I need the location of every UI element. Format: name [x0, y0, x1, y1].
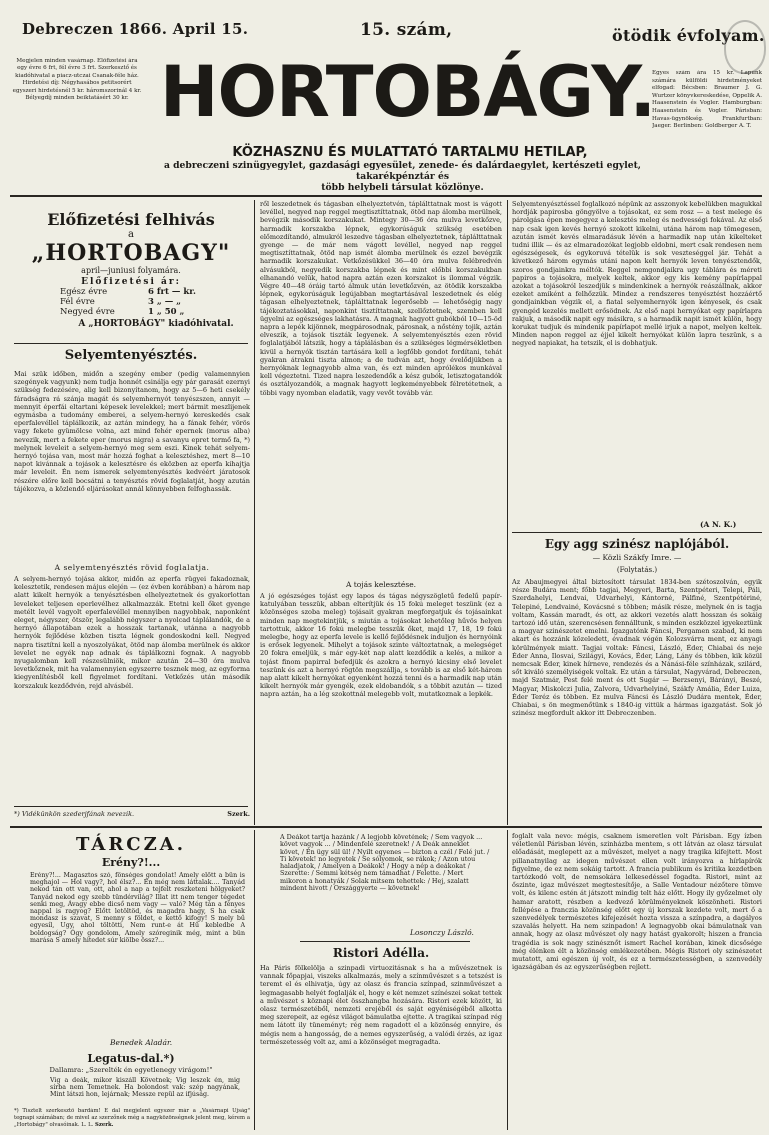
- right-info-box: Egyes szám ára 15 kr. Lapunk számára külföldi hirdetményeket elfogad: Bécsben: Braumer J. G. Wurtzer könyvkereskedése, Oppelik A. Haasenstein és Vogler. Hamburgban: Haasenstein és Vogler. Párisban: Havas-ügynökség. Frankfurtban: Jaeger. Berlinben: Goldberger A. T.: [652, 70, 762, 130]
- volume-label: ötödik évfolyam.: [612, 26, 765, 45]
- column-rule: [254, 200, 255, 825]
- subscription-signature: A „HORTOBÁGY" kiadóhivatal.: [78, 319, 234, 329]
- article-title-ristori: Ristori Adélla.: [332, 946, 430, 960]
- left-info-box: Megjelen minden vasárnap. Előfizetési ára egy évre 6 frt, fél évre 3 frt. Szerkesztő és kiadóhivatal a piacz-utczai Csanak-féle ház. Hirdetési díj: Négyhasábos petitsorért egyszeri hirdetésnél 5 kr. háromszorinál 4 kr. Bélyegdíj minden beiktatásért 30 kr.: [12, 58, 142, 102]
- poem2-title: Legatus-dal.*): [87, 1052, 175, 1065]
- tarcza-title: TÁRCZA.: [75, 834, 187, 855]
- article-cont-agg: (Folytatás.): [616, 566, 658, 574]
- masthead-subline: [150, 160, 655, 193]
- tarcza-footnote: *) Tisztelt szerkesztő bardám! E dal megjelent egyszer már a „Vasárnapi Ujság" tegnapi számában; de mivel az szerzőnek még a nagyközönségnek jelent meg, kérem a „Hortobágy" olvasóinak. L. L. Szerk.: [14, 1108, 250, 1129]
- price-table: [12, 287, 250, 317]
- poem1-author: Benedek Aladár.: [110, 1038, 173, 1047]
- section-rule: [10, 826, 762, 828]
- column-rule: [254, 830, 255, 1130]
- article-text-ristori-1: Ha Páris fölkelölja a szinpadi virtuozitásnak s ha a művészetnek is vannak főpapjai, viszeks alkalmazás, mely a színművészet s a tetszést is teremt el és elhivatja, úgy az olasz és francia színpad, szinművészet a legmagasabb helyét foglalják el, hogy e két nemzet színészei sokat tettek a művészet s köznapi élet összhangba hozására. Ristori ezek között, ki olasz természetéből, nemzeti erejéből és saját egyéniségéből alkotta meg szerepeit, az egész világot bámulatba ejtette. A tragikai színpad rég nem látott ily tüneményt; rég nem ragadott el a közönség ennyire, és mégis nem a hangosság, de a nemes egyszerűség, a valódi érzés, az igaz természetesség volt az, ami a közönséget megragadta.: [260, 964, 502, 1046]
- issue-number: 15. szám,: [360, 20, 453, 40]
- article-title-selyem: Selyemtenyésztés.: [64, 348, 198, 363]
- price-row: Fél évre 3 „ — „: [60, 297, 182, 307]
- column-rule: [507, 830, 508, 1130]
- signature-ank: (A N. K.): [700, 520, 737, 529]
- poem2-dedication: Dallamra: „Szerelték én egyetlenegy virágom!": [49, 1066, 213, 1074]
- poem1-title: Erény?!...: [101, 856, 161, 869]
- column-rule: [507, 200, 508, 825]
- price-row: Egész évre 6 frt — kr.: [60, 287, 196, 297]
- article-title-agg: Egy agg szinész naplójából.: [544, 537, 730, 551]
- subscription-heading: Előfizetési felhivás: [47, 210, 215, 229]
- masthead-title: HORTOBÁGY.: [159, 51, 656, 133]
- subline-part2: több helybeli társulat közlönye.: [321, 182, 484, 193]
- rule: [512, 532, 762, 533]
- dateline-place-date: Debreczen 1866. April 15.: [22, 20, 249, 38]
- subline-part1: a debreczeni szinügyegylet, gazdasági egyesület, zenede- és dalárdaegylet, kertészeti egylet, takarékpénztár és: [163, 160, 642, 182]
- library-stamp: [724, 20, 766, 74]
- poem1-text: Erény?!... Magasztos szó, fönséges gondolat! Amely előtt a bün is meghajol — Hol vagy?, hol élsz?... Én még nem láttalak.... Tanyád nekod tán ott van, ott, ahol a nap a tejfelt reszketeni hölgyeket? Tanyád nekod egy szebb tündérvilág? Illat itt nem tenger tégedet senki meg, Ávagy ebbe dicső nem vagy — való? Még tán a fényes nappal is ragyog? Előtt letöltöd, és magadra hagy, S ha csak mondasz is szavat, S menny s földet, e kettő kifogy! S mely bű egyesíl, Ugy, ahol töltötti, Nem runt-e át Hű kebledbe A boldogság? Ógy gondolom, Amely szóreginik még, mint a bün marása S amely hitedet súr kiölbe össz?...: [30, 872, 245, 944]
- masthead-subtitle: KÖZHASZNU ÉS MULATTATÓ TARTALMU HETILAP,: [232, 145, 588, 160]
- footnote-selyem: *) Vidékünkön szederjfának nevezik. Szerk.: [14, 810, 250, 818]
- poem3-text: A Deákot tartja hazánk / A legjobb követének; / Sem vagyok ... követ vagyok ... / Mindenfelé szeretnek! / A Deák anneklet követ, / Én ügy sül ül! / Nyilt egyenes — bizton a czél / Felé jut. / Ti követek! no legyetek / Se sólyomok, se rákok; / Azon utou haladjatok, / Amelyen a Deákok! / Hogy a nép a deákokat / Szerette: / Semmi kétség nem támadhat / Felette. / Mert mikoron a honatyák / Solak mitsem tehettek: / Hej, szalatt mindent hivott / Országgyerte — követnek!: [280, 834, 490, 893]
- article-subtitle-selyem: A selyemtenyésztés rövid foglalatja.: [54, 563, 210, 572]
- rule: [300, 941, 470, 942]
- price-heading: Előfizetési ár:: [81, 277, 181, 287]
- rule: [14, 343, 248, 344]
- subscription-box: [12, 200, 250, 338]
- poem3-author: Losonczy László.: [410, 928, 474, 937]
- article-text-tojas: A jó egészséges tojást egy lapos és tágas négyszögletű fedelű papír-katulyában tesszük, abban elterítjük és 15 fokú meleget teszünk (ez a közönséges szoba meleg) tojásait gyakran megforgatjuk és tojásainkat minden nap megtekintjük, s miután a tojásokat lehetőleg hűvös helyen tartottuk, akkor 16 fokú melegbe tesszük őket, majd 17, 18, 19 fokú melegbe, hogy az eperfa levele is kellő fejlődésnek induljon és hernyóink is erősek legyenek. Mihelyt a tojások szinte változtatnak, a melegséget 20 fokra emeljük, s már egy-két nap alatt kezdődik a kelés, a mikor a tojást finom papirral befedjük és azokra a hernyó kicsiny első levelet teszünk és azt a hernyó rögtön megszállja, s tovább is az első két-három nap alatt kikelt hernyókat egyenként hozzá tenni és a harmadik nap után kikelt hernyók már gyengék, ezek eldobandók, s a többit azután — tized napra aztán, ha a lég szokottnál melegebb volt, mutatkoznak a lepkék.: [260, 592, 502, 699]
- article-text-selyem-2: A selyem-hernyó tojása akkor, midőn az eperfa rügyei fakadoznak, kelesztetik, rendesen május elején — (ez évben korábban) a három nap alatt kikelt hernyók a tenyésztésben elhelyeztetnek és gyakorlottan leveleket teljesen eperlevélhez alkalmazzák. Etetni kell őket gyenge metélt levél vagyolt eperfalevéllel mennyiben nagyobbak, naponként eleget, négyszer, ötször, legalább négyszer a nyolcad táplálandók, de a hernyó állapotában ezek a hosszak tartanak, utánna a nagyobb hernyók fejlődése közben tiszta légnek gondoskodni kell. Negyed napra tisztítni kell a nyoszolyákat, ötöd nap álomba merülnek és akkor levelet ne egyék nap adnak és táplálkozni fognak. A nagyobb nyugalomban kell részesülniök, mikor azután 24—30 óra mulva levetkőznek, mit ha valamennyien egyszerre tesznek meg, az egyforma kiegyenlítésből kell figyelmet fordítani. Vetkőzés után második korszakuk kezdődvén, rejd alvásbél.: [14, 575, 250, 690]
- header-rule: [10, 195, 762, 197]
- subscription-title: „HORTOBAGY": [31, 240, 231, 266]
- rule: [14, 806, 248, 807]
- article-text-right-2: foglalt vala nevo: mégis, csaknem ismeretlen volt Párisban. Egy ízben véletlenül Párisban lévén, szinházba mentem, s ott látván az olasz társulat előadását, meglepett az a művészet, melyet a nagy tragika kifejtett. Most pillanatnyilag az idegen művészet ellen volt irányozva a hírlapírók figyelme, de ez nem sokáig tartott. A francia publikum és kritika kezdetben tartózkodó volt, de nemsokára lelkesedéssel fogadta. Ristori, mint az őszinte, igaz művészet megtestesítője, a Salle Ventadour nézőtere tömve volt, és kilenc estén át játszott mindig telt ház előtt. Hogy ily győzelmet oly hamar aratott, részben a kedvező körülményeknek köszönheti. Ristori fellépése a franczia közönség előtt egy új korszak kezdete volt, mert ő a szenvedélyek természetes kifejezését hozta vissza a színpadra, a dagályos szavalás helyett. Ha nem szinpadon! A legnagyobb okai bámulatnak van annak, hogy az olasz művészet oly nagy hatást gyakorolt; hiszen a francia tragédia is sok nagy szinésznőt ismert Rachel korában, kinek dicsősége még élénken élt a közönség emlékezetében. Mégis Ristori oly szinészetet mutatott, ami egészen új volt, és ez a természetességben, a szenvedély igazságában és az egyszerűségben rejlett.: [512, 832, 762, 972]
- article-text-selyem-1: Mai szük időben, midőn a szegény ember (pedig valamennyien szegények vagyunk) nem tudja honnét csinálja egy pár garasát ezernyi szükség fedezésére, alig kell bizonyítanom, hogy az 5—6 heti csekély fáradságra rá szánja magát és selyemhernyót tenyészszen, annyit — mennyit éperfái eltartani képesek levelekkel; mert bármit meszlijenek egymásba a tudomány emberei, a selyem-hernyó kereskedés csak eperfalevéllel táplálkozik, az aztán mindegy, ha a fának fehér, vörös vagy fekete gyümölcse volna, azt mind fehér epernek (morus alba) nevezik, mert a fekete eper (morus nigra) a savanyu epret termő fa, *) melynek leveleit a selyem-hernyó meg sem eszi. Kinek tehát selyem-hernyó tojása van, most már hozzá foghat a kelesztéshez, mert 8—10 napot kivánnak a tojások a kelesztésre és eközben az eperfa kihajtja már leveleit. Én nem ismerek selyemtenyésztés kedvéért járatosok részére előre kell bocsátni a tenyésztés rövid foglalatját, hogy azután tájékozva, a közlendő eljárásokat annál könnyebben felfoghassák.: [14, 370, 250, 493]
- article-subtitle-agg: — Közli Szákfy Imre. —: [592, 553, 682, 562]
- article-text-right-1: Selyemtenyésztéssel foglalkozó népünk az asszonyok kebelükben magukkal hordják papirosba göngyölve a tojásokat, ez sem rosz — a test melege és párolgása épen megegyez a kelesztés meleg és nedvességi fokával. Az első nap csak igen kevés hernyó szokott kikelni, utána három nap tömegesen, azután ismét kevés elmaradásuk lévén a harmadik nap után kikelteket tudni illik — és az elmaradozókat legjobb eldobni, mert csak rendesen nem egészségesek, és egykoruvá tételük is sok veszteséggel jár. Tehát a kivetkező három egymás utáni napon kelt hernyók leven tenyésztendők, szoros gondjainkra méltók. Reggel nemgondjaikra ugy táblára és méreti papiros a tojásokra, melyek keltek, akkor egy kis kemény papírlappal azokat a tojásokról leszedjük s mindenkinek a hernyók reászállnak, akkor ezeket amiként a felhőzzük. Mindez a rendszeres tenyésztést hozzáértő gondjainkban végzik el, a fiatal selyemhernyók igen kényesek, és csak gyengéd kezelés mellett erősödnek. Az első napi hernyókat egy papírlapra rakjuk, a második napit egy másikra, s a harmadik napit ismét külön, hogy korukat tudjuk és mindenik papírlapot mellé irjuk a napot, melyen keltek. Minden napon reggel az éjjel kikelt hernyókat külön lapra teszünk, s a negyed napiakat, ha tetszik, el is dobhatjuk.: [512, 200, 762, 348]
- article-subtitle-tojas: A tojás kelesztése.: [345, 580, 417, 589]
- price-row: Negyed évre 1 „ 50 „: [60, 307, 185, 317]
- article-text-agg: Az Abaujmegyei által biztosított társulat 1834-ben szétoszolván, egyik része Budára ment; főbb tagjai, Megyeri, Barta, Szentpéteri, Telepi, Páli, Szerdahelyi, Lendvai, Udvarhelyi, Kántorné, Pálfiné, Szentpétériné, Telepiné, Lendvainé, Kovácsné s többen; másik része, melynek én is tagja voltam, Kassán maradt, és ott, az akkori vezetés alatt hosszan és sokáig tartozó idő után, szerencsésen fennálltunk, s minden eszközzel igyekeztünk a magyar szinészetet emelni. Igazgatónk Fáncsi, Pergamen szabad, ki nem akart és hozzánk közeledett, évadnak végén Kolozsvárra ment, ez anyagi körülmények miatt. Tagjai voltak: Fáncsi, László, Éder, Chiabai és neje Éder Anna, Ilosvai, Szilágyi, Kovács, Éder, Láng, Lány és többen, kik közül nemcsak Éder, kinek hírneve, rendezés és a Nánási-féle színházak, szilárd, sőt kiváló személyiségek voltak. Ez után a társulat, Nagyvárad, Debreczen, majd Szatmár, Pest felé ment és ott Sugár — Berzsenyi, Bárányi, Beszé, Magyar, Miskolczi Julia, Zalvora, Udvarhelyiné, Szákfy Amália, Éder Luiza, Éder Teréz és többen. Ez mulva Fáncsi és László Dudára mentek, Éder, Chiabai, s ön megmenőtünk s 1840-ig vittük a hármas igazgatást. Sok jó szinész megfordult akkor itt Debreczenben.: [512, 578, 762, 718]
- poem2-text: Vig a deák, mikor kiszáll Követnek; Vig leszek én, mig sírba nem Temetnek. Ha bolondost vak: szép nagyának, Mint látszi hon, lejárnak; Messze repül az ifjúság.: [50, 1077, 240, 1099]
- article-text-middle-1: ről leszedetnek és tágasban elhelyeztetvén, táplálttatnak most is vágott levéllel, negyed nap reggel megtisztíttatnak, ötöd nap álomba merülnek, bevégzik második korszakukat. Mintegy 30—36 óra mulva levetkőzve, harmadik korszakba lépnek, egykorúságuk szükség esetében előmozdítandó, almukról leszedve tágasban elhelyeztetnek, táplálttatnak gyenge — de már nem vágott levéllel, negyed nap reggel megtisztíttatnak, ötöd nap ismét álomba merülnek és ezzel bevégzik harmadik korszakukat. Vetkőzésükkel 36—40 óra mulva felébredvén alvásukból, negyedik korszakba lépnek és mint előbbi korszakukban elhanandó velük, hatod napra aztán ezen korszakot is ilommal végzik. Végre 40—48 óráig tartó álmuk után levetkőzvén, az ötödik korszakba lépnek, egykorúságuk legújabban megtartásával leszedetnek és elég tágasan elhelyeztetnek, táplálttatnak legerősebb — lehetőségig nagy tájékoztatásokkal, naponkint tisztíttatnak, szellőztetnek, szemben kell ügyelni az egészséges lakhatásra. A magnak hagyott gubókból 10—15-öd napra a lepék kijönnek, megpárosodnak, párosnak, a nőstény tojik, aztán elveszik, a tojások tiszták legyenek. A selyemtenyésztés ezen rövid foglalatjából látszik, hogy a táplálásban és a szükséges légmérsékletben kivül a hernyók tisztán tartására kell a legfőbb gondot fordítani, tehát gyakran átrakni tiszta almon; a de tudván azt, hogy évelődjükben a hernyóknak legnagyobb alma van, és ezt minden aprólékos munkával kell végeztetni. Tized napra leszedendők a kész gubók, letisztogatandók és osztályozandók, a magnak hagyott legkeményebbek félretétetnek, a többi vagy nyomban eladatik, vagy vevőt tovább vár.: [260, 200, 502, 397]
- subscription-quarter: april—juniusi folyamára.: [81, 266, 181, 275]
- subscription-a: a: [128, 229, 134, 240]
